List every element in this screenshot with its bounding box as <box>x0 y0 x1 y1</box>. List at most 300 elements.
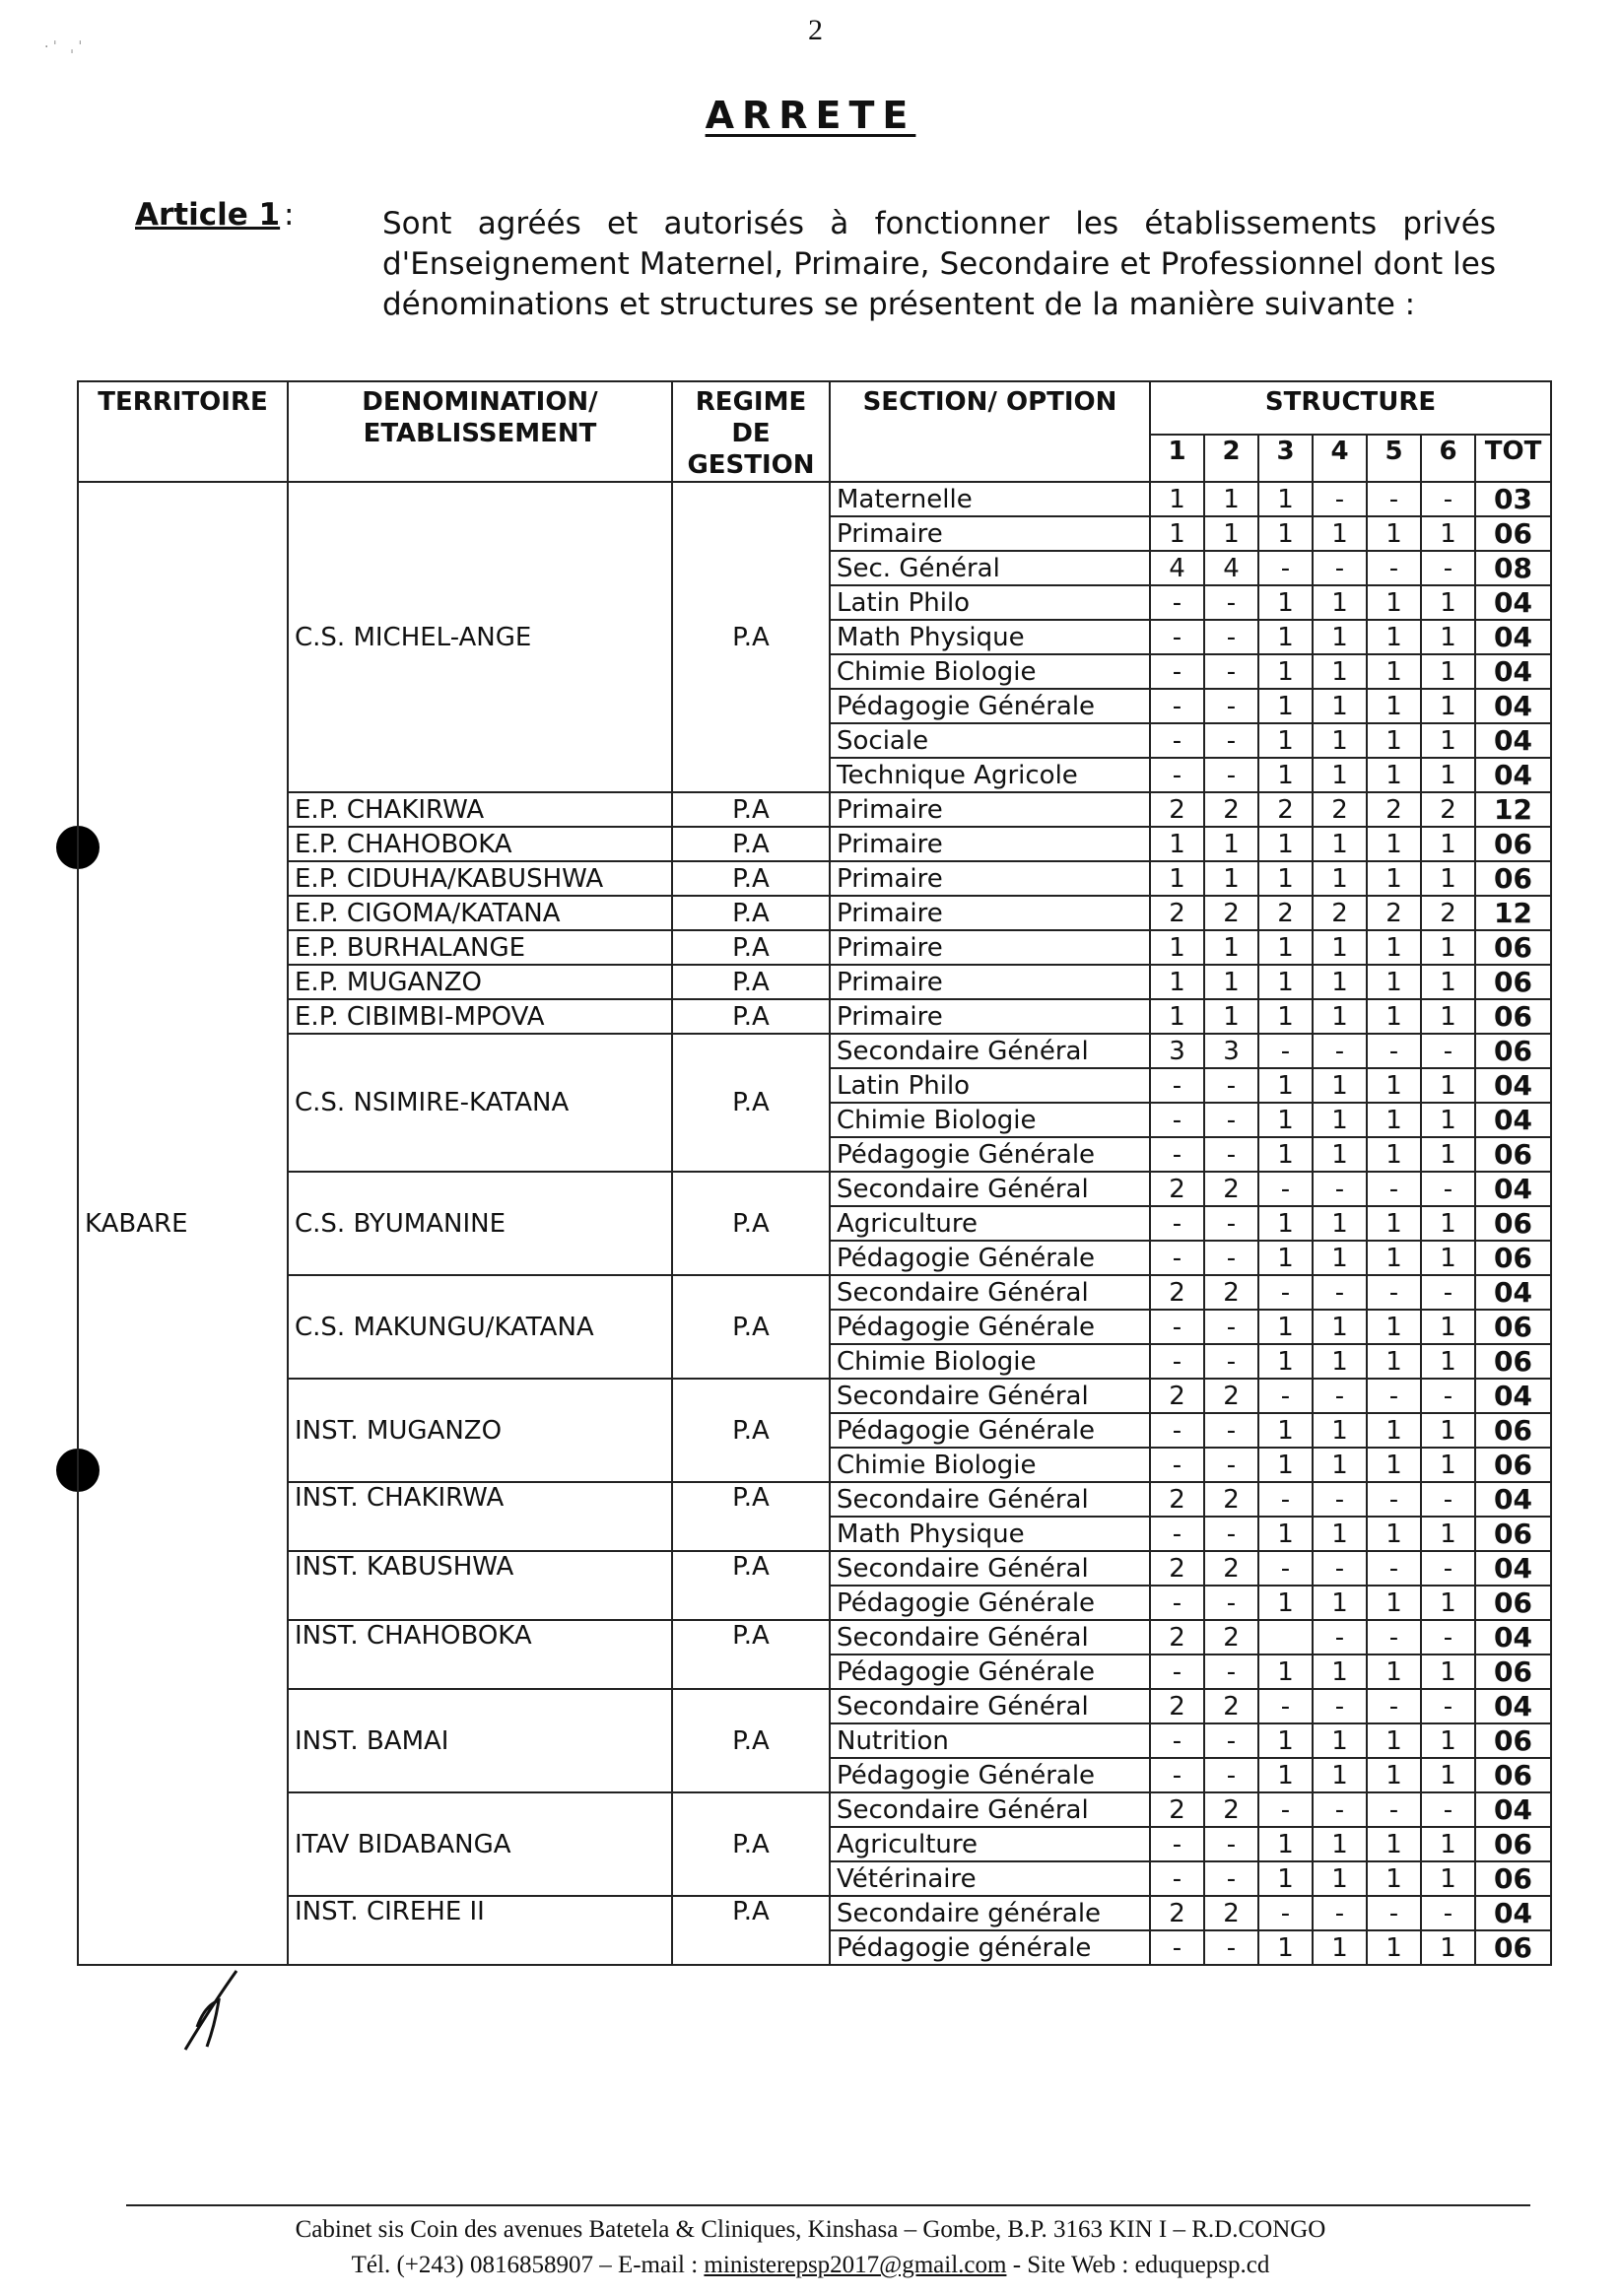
structure-cell: - <box>1313 1482 1367 1517</box>
structure-cell: 1 <box>1367 1827 1421 1861</box>
structure-cell: 2 <box>1258 792 1313 827</box>
structure-cell: 1 <box>1258 999 1313 1034</box>
structure-cell: - <box>1421 1620 1475 1654</box>
structure-cell: 1 <box>1313 1586 1367 1620</box>
structure-cell: 1 <box>1258 1448 1313 1482</box>
section-cell: Agriculture <box>830 1827 1150 1861</box>
structure-cell: - <box>1150 1344 1204 1379</box>
section-cell: Secondaire Général <box>830 1172 1150 1206</box>
structure-cell: - <box>1421 1275 1475 1310</box>
structure-cell: 1 <box>1258 689 1313 723</box>
total-cell: 04 <box>1475 1792 1551 1827</box>
structure-cell: 1 <box>1258 1310 1313 1344</box>
structure-cell: 1 <box>1367 827 1421 861</box>
structure-cell: 1 <box>1367 585 1421 620</box>
scan-specks: · ˈ ˌ ˈ <box>44 39 83 55</box>
header-structure-col: 6 <box>1421 435 1475 482</box>
structure-cell: - <box>1367 1482 1421 1517</box>
structure-cell: 2 <box>1150 1792 1204 1827</box>
structure-cell: 2 <box>1150 1551 1204 1586</box>
structure-cell: 1 <box>1367 965 1421 999</box>
structure-cell: 1 <box>1421 930 1475 965</box>
section-cell: Pédagogie Générale <box>830 1586 1150 1620</box>
structure-cell: - <box>1367 1551 1421 1586</box>
structure-cell: 2 <box>1150 1896 1204 1930</box>
structure-cell: 2 <box>1204 1275 1258 1310</box>
structure-cell: - <box>1313 1689 1367 1723</box>
structure-cell: - <box>1421 1379 1475 1413</box>
table-row <box>78 930 1551 965</box>
regime-cell: P.A <box>672 1620 830 1689</box>
structure-cell: 1 <box>1204 827 1258 861</box>
structure-cell: 1 <box>1258 620 1313 654</box>
total-cell: 06 <box>1475 999 1551 1034</box>
section-cell: Primaire <box>830 896 1150 930</box>
structure-cell: - <box>1313 1379 1367 1413</box>
section-cell: Chimie Biologie <box>830 1344 1150 1379</box>
structure-cell: 1 <box>1204 516 1258 551</box>
article-text: Sont agréés et autorisés à fonctionner les établissements privés d'Enseignement Maternel, Primaire, Secondaire et Professionnel dont les dénominations et structures se présentent de la manière suivante : <box>382 206 1496 322</box>
table-row <box>78 1551 1551 1586</box>
structure-cell: - <box>1367 1379 1421 1413</box>
structure-cell: 1 <box>1313 654 1367 689</box>
structure-cell: - <box>1421 1896 1475 1930</box>
structure-cell: 1 <box>1421 1586 1475 1620</box>
structure-cell: 1 <box>1258 1206 1313 1241</box>
structure-cell: 2 <box>1204 1172 1258 1206</box>
structure-cell: - <box>1313 1034 1367 1068</box>
regime-cell: P.A <box>672 1896 830 1965</box>
structure-cell: 1 <box>1421 861 1475 896</box>
structure-cell: 1 <box>1313 585 1367 620</box>
structure-cell: 1 <box>1258 1586 1313 1620</box>
structure-cell: 1 <box>1367 620 1421 654</box>
table-row <box>78 965 1551 999</box>
regime-cell: P.A <box>672 965 830 999</box>
structure-cell: 1 <box>1204 965 1258 999</box>
structure-cell: - <box>1150 1861 1204 1896</box>
structure-cell: 1 <box>1204 861 1258 896</box>
structure-cell: - <box>1204 654 1258 689</box>
total-cell: 04 <box>1475 1172 1551 1206</box>
structure-cell: - <box>1367 1896 1421 1930</box>
structure-cell: - <box>1204 1930 1258 1965</box>
structure-cell: 1 <box>1258 1517 1313 1551</box>
total-cell: 06 <box>1475 861 1551 896</box>
structure-cell: - <box>1421 1551 1475 1586</box>
section-cell: Secondaire Général <box>830 1689 1150 1723</box>
total-cell: 03 <box>1475 482 1551 516</box>
structure-cell: 1 <box>1313 1413 1367 1448</box>
structure-cell: 1 <box>1313 1241 1367 1275</box>
structure-cell: 1 <box>1421 1448 1475 1482</box>
structure-cell: 1 <box>1258 1241 1313 1275</box>
total-cell: 12 <box>1475 896 1551 930</box>
footer-contact: Tél. (+243) 0816858907 – E-mail : ministerepsp2017@gmail.com - Site Web : eduquepsp.cd <box>351 2252 1270 2278</box>
total-cell: 06 <box>1475 1827 1551 1861</box>
structure-cell: - <box>1204 723 1258 758</box>
establishment-name: INST. KABUSHWA <box>288 1551 672 1620</box>
structure-cell: - <box>1150 1827 1204 1861</box>
structure-cell: 1 <box>1150 482 1204 516</box>
structure-cell: - <box>1421 482 1475 516</box>
header-structure-col: 1 <box>1150 435 1204 482</box>
structure-cell: - <box>1204 1344 1258 1379</box>
signature-mark <box>177 1966 256 2055</box>
structure-cell: 1 <box>1258 1827 1313 1861</box>
structure-cell: 1 <box>1258 1344 1313 1379</box>
structure-cell: - <box>1150 1448 1204 1482</box>
structure-cell: 1 <box>1367 999 1421 1034</box>
structure-cell: 2 <box>1150 1379 1204 1413</box>
structure-cell: 1 <box>1367 930 1421 965</box>
table-row <box>78 1689 1551 1723</box>
structure-cell: 2 <box>1150 1172 1204 1206</box>
structure-cell: 1 <box>1313 1206 1367 1241</box>
structure-cell: - <box>1204 620 1258 654</box>
structure-cell: 1 <box>1367 1310 1421 1344</box>
structure-cell: 1 <box>1367 1103 1421 1137</box>
structure-cell: 2 <box>1258 896 1313 930</box>
structure-cell: 1 <box>1204 482 1258 516</box>
structure-cell: 1 <box>1313 516 1367 551</box>
structure-cell: 1 <box>1258 758 1313 792</box>
structure-cell: 1 <box>1367 516 1421 551</box>
table-row <box>78 896 1551 930</box>
structure-cell: 1 <box>1421 654 1475 689</box>
table-row <box>78 1896 1551 1930</box>
structure-cell: 1 <box>1421 1517 1475 1551</box>
regime-cell: P.A <box>672 1792 830 1896</box>
structure-cell: - <box>1313 482 1367 516</box>
section-cell: Primaire <box>830 965 1150 999</box>
structure-cell: 1 <box>1313 723 1367 758</box>
header-section: SECTION/ OPTION <box>830 381 1150 482</box>
structure-cell: 1 <box>1367 1068 1421 1103</box>
structure-cell: 1 <box>1367 689 1421 723</box>
structure-cell: 1 <box>1367 1241 1421 1275</box>
structure-cell: 2 <box>1367 792 1421 827</box>
regime-cell: P.A <box>672 1172 830 1275</box>
structure-cell: 1 <box>1313 689 1367 723</box>
table-row <box>78 861 1551 896</box>
structure-cell: 2 <box>1150 896 1204 930</box>
structure-cell: 1 <box>1367 723 1421 758</box>
section-cell: Secondaire Général <box>830 1482 1150 1517</box>
structure-cell: - <box>1150 1586 1204 1620</box>
structure-cell: 1 <box>1313 1654 1367 1689</box>
regime-cell: P.A <box>672 1379 830 1482</box>
structure-cell: 2 <box>1204 1689 1258 1723</box>
structure-cell: 1 <box>1150 999 1204 1034</box>
establishment-name: E.P. CIGOMA/KATANA <box>288 896 672 930</box>
structure-cell: 1 <box>1421 620 1475 654</box>
structure-cell: - <box>1421 1034 1475 1068</box>
section-cell: Latin Philo <box>830 1068 1150 1103</box>
header-territoire: TERRITOIRE <box>78 381 288 482</box>
structure-cell: 2 <box>1421 896 1475 930</box>
structure-cell: 1 <box>1367 1413 1421 1448</box>
establishment-name: E.P. MUGANZO <box>288 965 672 999</box>
total-cell: 04 <box>1475 1551 1551 1586</box>
table-row <box>78 1275 1551 1310</box>
structure-cell: - <box>1258 1172 1313 1206</box>
structure-cell: 1 <box>1258 1930 1313 1965</box>
structure-cell: 1 <box>1258 1861 1313 1896</box>
structure-cell: - <box>1204 585 1258 620</box>
structure-cell: 1 <box>1313 1448 1367 1482</box>
total-cell: 04 <box>1475 1689 1551 1723</box>
structure-cell: - <box>1258 1379 1313 1413</box>
structure-cell: - <box>1204 1723 1258 1758</box>
total-cell: 04 <box>1475 1379 1551 1413</box>
total-cell: 04 <box>1475 654 1551 689</box>
structure-cell: 2 <box>1313 792 1367 827</box>
structure-cell: 1 <box>1367 1758 1421 1792</box>
structure-cell: - <box>1150 723 1204 758</box>
total-cell: 06 <box>1475 930 1551 965</box>
section-cell: Primaire <box>830 827 1150 861</box>
total-cell: 06 <box>1475 1034 1551 1068</box>
section-cell: Primaire <box>830 861 1150 896</box>
structure-cell: 1 <box>1313 827 1367 861</box>
structure-cell: - <box>1204 1827 1258 1861</box>
structure-cell: 1 <box>1204 930 1258 965</box>
structure-cell: 1 <box>1421 1103 1475 1137</box>
total-cell: 06 <box>1475 1344 1551 1379</box>
structure-cell: - <box>1150 654 1204 689</box>
header-structure: STRUCTURE <box>1150 381 1551 435</box>
structure-cell: - <box>1204 1758 1258 1792</box>
total-cell: 04 <box>1475 585 1551 620</box>
total-cell: 06 <box>1475 1723 1551 1758</box>
structure-cell: - <box>1204 1206 1258 1241</box>
structure-cell: 1 <box>1421 827 1475 861</box>
structure-cell: - <box>1367 1172 1421 1206</box>
structure-cell: - <box>1150 620 1204 654</box>
section-cell: Chimie Biologie <box>830 1103 1150 1137</box>
structure-cell: - <box>1421 1172 1475 1206</box>
total-cell: 04 <box>1475 689 1551 723</box>
structure-cell: - <box>1150 1517 1204 1551</box>
structure-cell: 1 <box>1313 1827 1367 1861</box>
table-row <box>78 1620 1551 1654</box>
total-cell: 06 <box>1475 965 1551 999</box>
section-cell: Sec. Général <box>830 551 1150 585</box>
regime-cell: P.A <box>672 482 830 792</box>
structure-cell: - <box>1258 1034 1313 1068</box>
header-denomination: DENOMINATION/ ETABLISSEMENT <box>288 381 672 482</box>
structure-cell: 1 <box>1258 723 1313 758</box>
establishment-name: E.P. CIBIMBI-MPOVA <box>288 999 672 1034</box>
total-cell: 04 <box>1475 758 1551 792</box>
structure-cell: - <box>1313 1551 1367 1586</box>
structure-cell: 2 <box>1150 1275 1204 1310</box>
total-cell: 06 <box>1475 1517 1551 1551</box>
total-cell: 04 <box>1475 1068 1551 1103</box>
article-label: Article 1 <box>135 197 281 233</box>
structure-cell: - <box>1150 1758 1204 1792</box>
structure-cell: 1 <box>1367 1586 1421 1620</box>
structure-cell: 1 <box>1421 1206 1475 1241</box>
structure-cell: - <box>1367 1620 1421 1654</box>
header-structure-col: 2 <box>1204 435 1258 482</box>
structure-cell: - <box>1258 551 1313 585</box>
structure-cell: - <box>1204 1586 1258 1620</box>
structure-cell: - <box>1150 1137 1204 1172</box>
section-cell: Agriculture <box>830 1206 1150 1241</box>
structure-cell: 2 <box>1150 1482 1204 1517</box>
structure-cell: 1 <box>1150 930 1204 965</box>
structure-cell: 1 <box>1258 861 1313 896</box>
establishment-name: INST. CHAHOBOKA <box>288 1620 672 1689</box>
section-cell: Latin Philo <box>830 585 1150 620</box>
regime-cell: P.A <box>672 1689 830 1792</box>
footer <box>0 2212 1621 2283</box>
structure-cell: - <box>1150 1310 1204 1344</box>
structure-cell: 1 <box>1150 861 1204 896</box>
structure-cell: 1 <box>1150 965 1204 999</box>
structure-cell: 1 <box>1313 620 1367 654</box>
page-number: 2 <box>808 14 823 46</box>
structure-cell: - <box>1313 1620 1367 1654</box>
total-cell: 06 <box>1475 516 1551 551</box>
structure-cell: 1 <box>1150 516 1204 551</box>
regime-cell: P.A <box>672 1034 830 1172</box>
regime-cell: P.A <box>672 999 830 1034</box>
structure-cell: - <box>1204 1861 1258 1896</box>
structure-cell: 1 <box>1421 1137 1475 1172</box>
structure-cell: 2 <box>1421 792 1475 827</box>
section-cell: Math Physique <box>830 1517 1150 1551</box>
structure-cell: 1 <box>1313 1723 1367 1758</box>
section-cell: Chimie Biologie <box>830 654 1150 689</box>
structure-cell: 1 <box>1313 1758 1367 1792</box>
structure-cell: - <box>1204 689 1258 723</box>
structure-cell: - <box>1150 689 1204 723</box>
structure-cell: - <box>1367 1689 1421 1723</box>
regime-cell: P.A <box>672 792 830 827</box>
structure-cell: 4 <box>1204 551 1258 585</box>
structure-cell: 1 <box>1313 1068 1367 1103</box>
structure-cell: 1 <box>1421 1344 1475 1379</box>
total-cell: 06 <box>1475 1310 1551 1344</box>
table-row <box>78 1792 1551 1827</box>
establishment-name: E.P. BURHALANGE <box>288 930 672 965</box>
section-cell: Primaire <box>830 792 1150 827</box>
section-cell: Sociale <box>830 723 1150 758</box>
structure-cell: 1 <box>1421 1068 1475 1103</box>
structure-cell: 1 <box>1313 930 1367 965</box>
structure-cell: - <box>1150 585 1204 620</box>
structure-cell: - <box>1150 1103 1204 1137</box>
total-cell: 06 <box>1475 1654 1551 1689</box>
structure-cell: 2 <box>1150 1620 1204 1654</box>
structure-cell: 1 <box>1421 1241 1475 1275</box>
section-cell: Primaire <box>830 930 1150 965</box>
structure-cell: 2 <box>1313 896 1367 930</box>
section-cell: Chimie Biologie <box>830 1448 1150 1482</box>
footer-email[interactable]: ministerepsp2017@gmail.com <box>704 2252 1007 2278</box>
structure-cell: 1 <box>1258 1137 1313 1172</box>
structure-cell: 3 <box>1204 1034 1258 1068</box>
structure-cell: - <box>1204 1654 1258 1689</box>
total-cell: 06 <box>1475 1413 1551 1448</box>
footer-address: Cabinet sis Coin des avenues Batetela & Cliniques, Kinshasa – Gombe, B.P. 3163 KIN I – R.D.CONGO <box>295 2216 1326 2243</box>
structure-cell: - <box>1367 1792 1421 1827</box>
section-cell: Pédagogie Générale <box>830 1654 1150 1689</box>
structure-cell: 2 <box>1204 1551 1258 1586</box>
structure-cell: 1 <box>1258 1723 1313 1758</box>
total-cell: 12 <box>1475 792 1551 827</box>
total-cell: 04 <box>1475 1896 1551 1930</box>
structure-cell: 1 <box>1258 585 1313 620</box>
total-cell: 04 <box>1475 1275 1551 1310</box>
total-cell: 08 <box>1475 551 1551 585</box>
structure-cell: - <box>1150 1068 1204 1103</box>
structure-cell: 1 <box>1367 1861 1421 1896</box>
structure-cell: - <box>1421 551 1475 585</box>
structure-cell: - <box>1421 1792 1475 1827</box>
structure-cell: 1 <box>1313 965 1367 999</box>
structure-cell: - <box>1204 1448 1258 1482</box>
structure-cell: - <box>1421 1482 1475 1517</box>
structure-cell: 3 <box>1150 1034 1204 1068</box>
structure-cell: 2 <box>1150 1689 1204 1723</box>
structure-cell: 2 <box>1204 1792 1258 1827</box>
section-cell: Pédagogie Générale <box>830 1758 1150 1792</box>
establishments-table <box>77 380 1552 1966</box>
establishment-name: C.S. MICHEL-ANGE <box>288 482 672 792</box>
establishment-name: E.P. CIDUHA/KABUSHWA <box>288 861 672 896</box>
establishment-name: INST. BAMAI <box>288 1689 672 1792</box>
structure-cell: 1 <box>1421 1310 1475 1344</box>
structure-cell: - <box>1313 1792 1367 1827</box>
establishment-name: E.P. CHAKIRWA <box>288 792 672 827</box>
structure-cell: 4 <box>1150 551 1204 585</box>
territoire-cell: KABARE <box>78 482 288 1965</box>
structure-cell: 1 <box>1313 1310 1367 1344</box>
header-structure-col: 5 <box>1367 435 1421 482</box>
structure-cell: 1 <box>1421 516 1475 551</box>
section-cell: Secondaire Général <box>830 1379 1150 1413</box>
table-row <box>78 1172 1551 1206</box>
structure-cell: 2 <box>1204 1620 1258 1654</box>
structure-cell: 1 <box>1367 1206 1421 1241</box>
establishment-name: INST. CIREHE II <box>288 1896 672 1965</box>
table-row <box>78 792 1551 827</box>
structure-cell: 1 <box>1367 1137 1421 1172</box>
structure-cell: - <box>1150 1413 1204 1448</box>
structure-cell: - <box>1367 551 1421 585</box>
structure-cell: 1 <box>1258 482 1313 516</box>
total-cell: 04 <box>1475 620 1551 654</box>
section-cell: Pédagogie Générale <box>830 689 1150 723</box>
structure-cell: 1 <box>1258 1758 1313 1792</box>
table-row <box>78 1034 1551 1068</box>
section-cell: Pédagogie Générale <box>830 1241 1150 1275</box>
total-cell: 04 <box>1475 1103 1551 1137</box>
structure-cell: 1 <box>1421 585 1475 620</box>
header-structure-col: 3 <box>1258 435 1313 482</box>
structure-cell: 1 <box>1367 1930 1421 1965</box>
section-cell: Vétérinaire <box>830 1861 1150 1896</box>
table-row <box>78 482 1551 516</box>
page-title: ARRETE <box>705 94 916 137</box>
structure-cell: - <box>1150 1206 1204 1241</box>
section-cell: Technique Agricole <box>830 758 1150 792</box>
structure-cell: - <box>1258 1482 1313 1517</box>
